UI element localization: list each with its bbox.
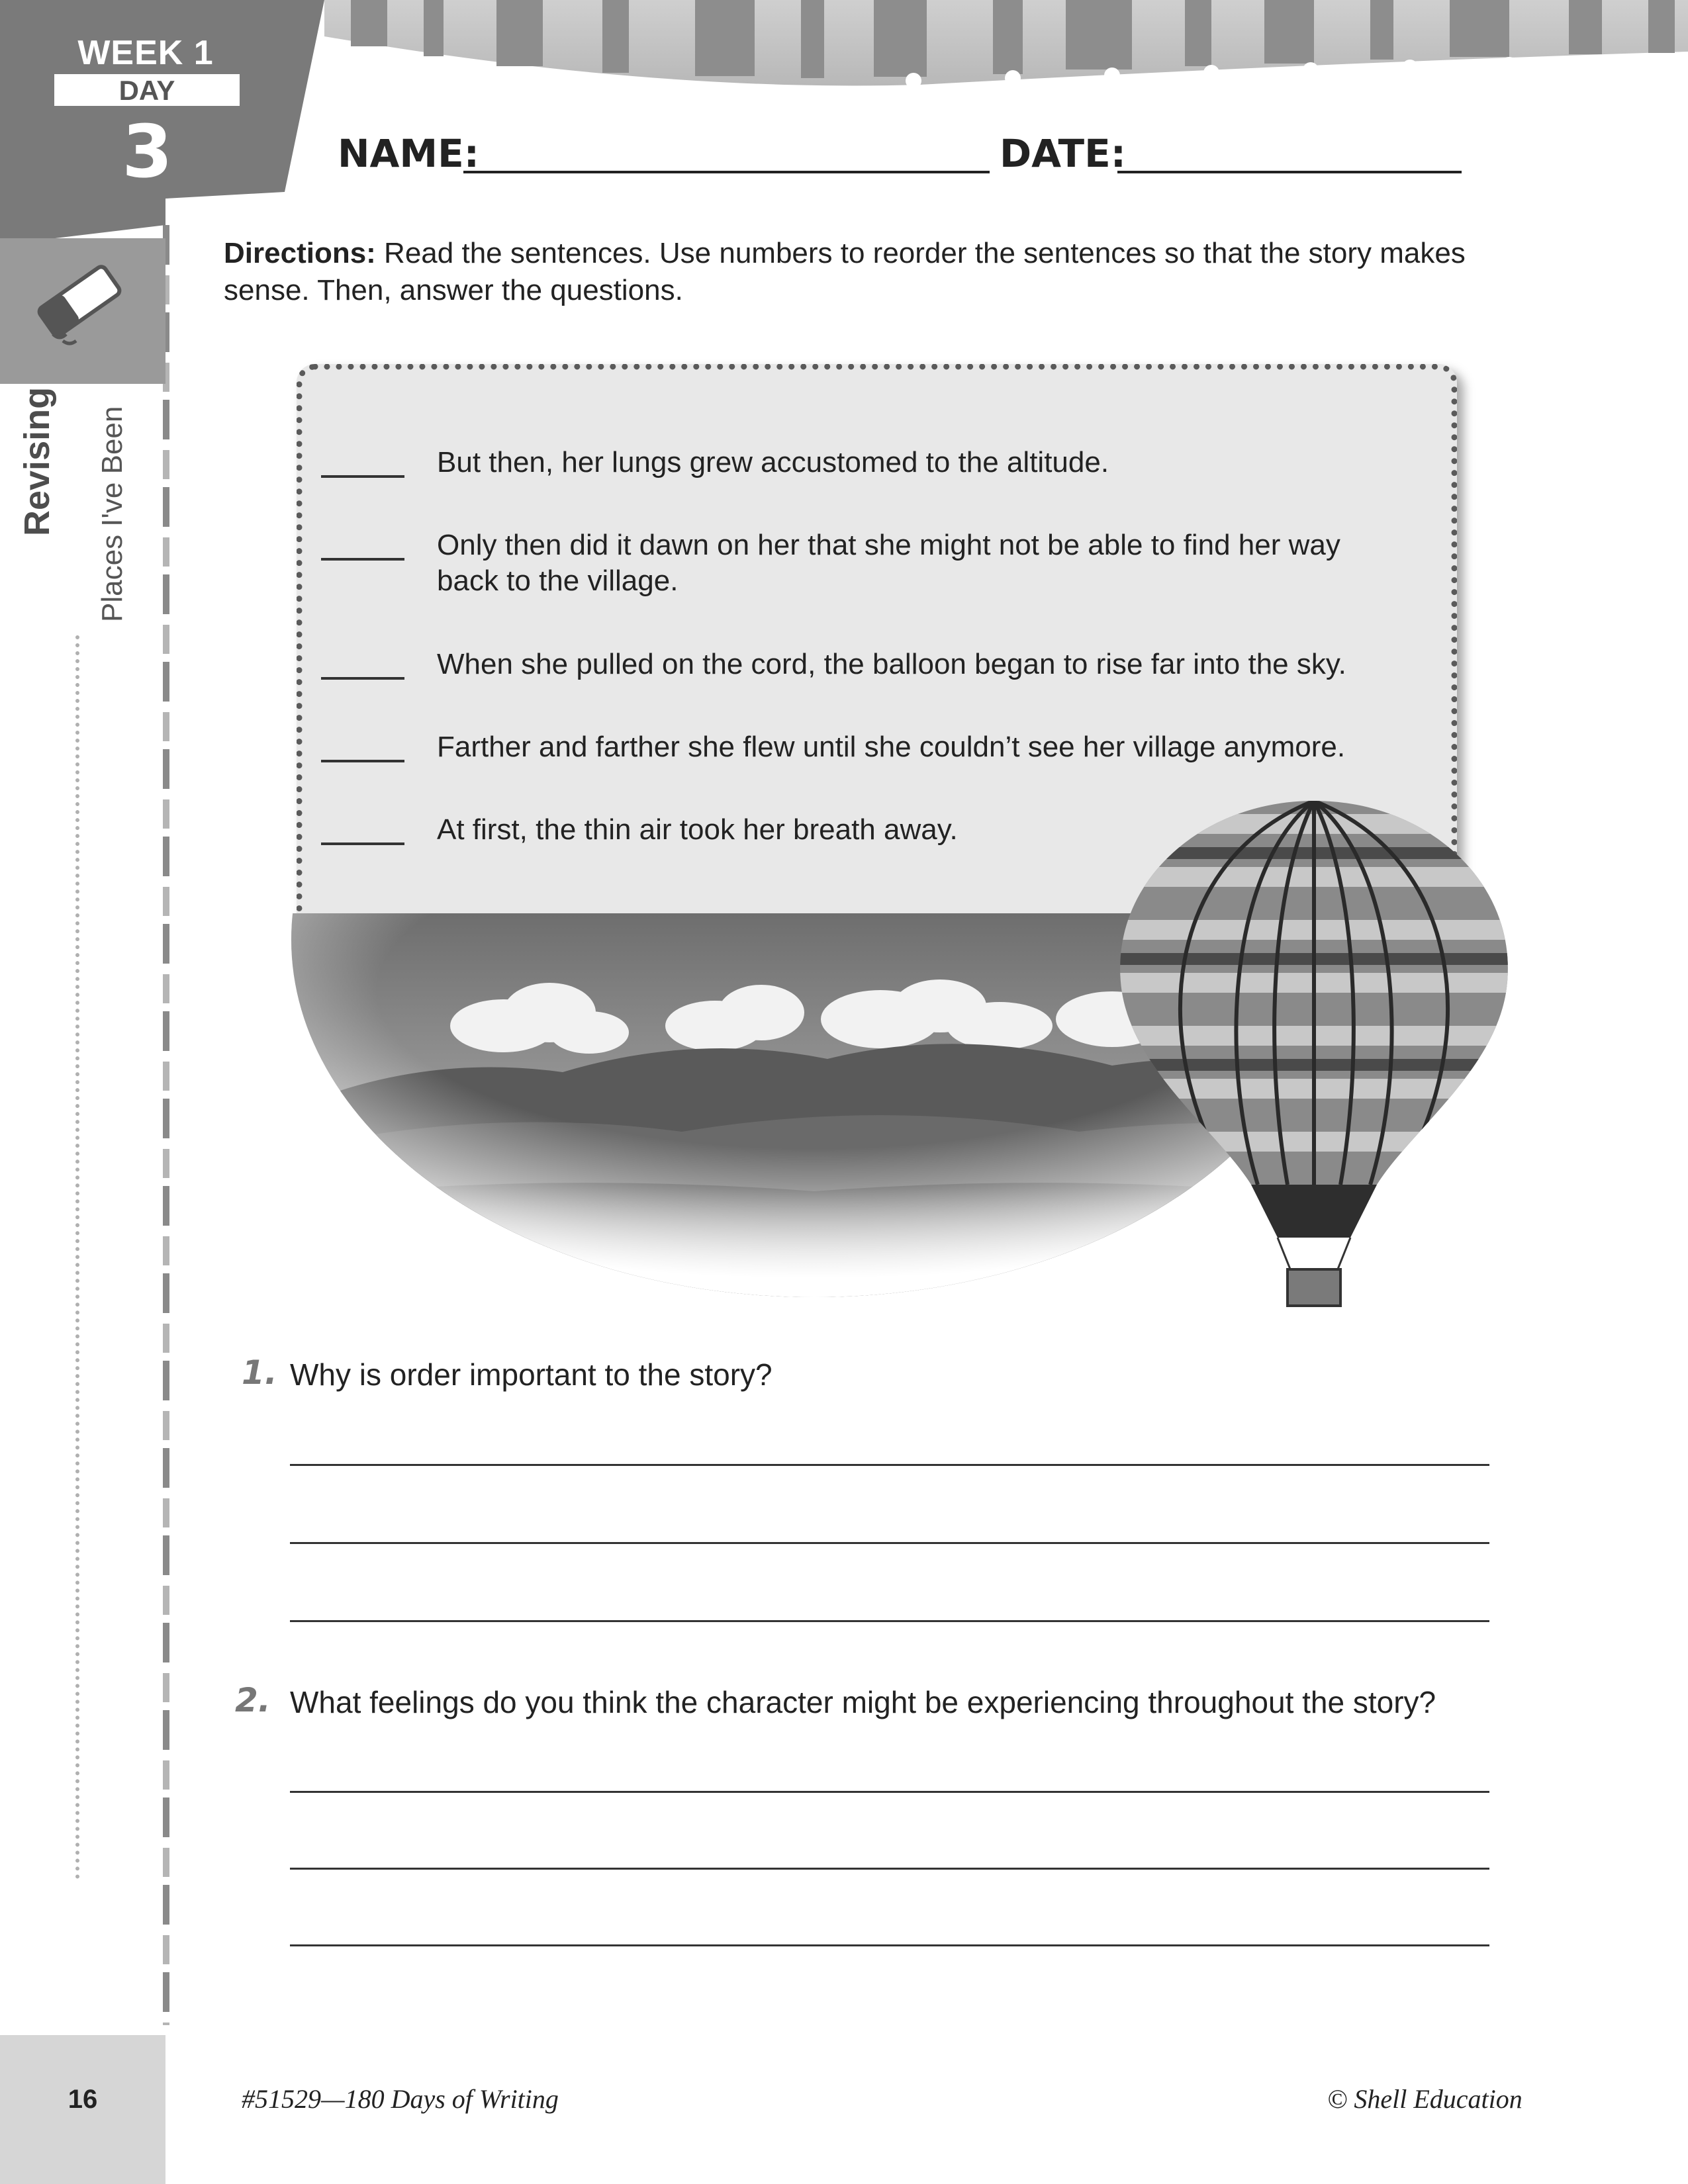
date-field[interactable] — [1117, 171, 1462, 173]
answer-line[interactable] — [290, 1542, 1489, 1544]
question-text: What feelings do you think the character might be experiencing throughout the story? — [290, 1685, 1436, 1719]
sentence-text: But then, her lungs grew accustomed to the altitude. — [437, 446, 1109, 478]
top-banner — [324, 0, 1688, 99]
section-label: Revising — [17, 387, 57, 536]
question-number: 2. — [235, 1681, 271, 1719]
directions — [224, 235, 1481, 309]
day-label: DAY — [54, 74, 240, 106]
answer-line[interactable] — [290, 1868, 1489, 1870]
sentence-text: Only then did it dawn on her that she might not be able to find her way back to the village. — [437, 529, 1340, 597]
sentence-text: At first, the thin air took her breath away. — [437, 813, 958, 846]
date-label: DATE: — [1000, 131, 1126, 176]
sentence-text: Farther and farther she flew until she couldn’t see her village anymore. — [437, 731, 1346, 763]
footer-copyright: © Shell Education — [1327, 2084, 1523, 2114]
question-text: Why is order important to the story? — [290, 1357, 773, 1392]
unit-subtitle: Places I've Been — [96, 406, 128, 622]
directions-text: Read the sentences. Use numbers to reorder the sentences so that the story makes sense. Then, answer the questions. — [224, 237, 1466, 306]
hot-air-balloon-illustration — [1099, 788, 1529, 1317]
footer-product-code: #51529—180 Days of Writing — [242, 2084, 559, 2114]
answer-line[interactable] — [290, 1620, 1489, 1622]
name-field[interactable] — [463, 171, 990, 173]
name-label: NAME: — [338, 131, 479, 176]
sentence-text: When she pulled on the cord, the balloon began to rise far into the sky. — [437, 648, 1346, 680]
sidebar-rule — [163, 225, 169, 2025]
eraser-icon — [26, 248, 132, 354]
week-label: WEEK 1 — [77, 34, 214, 72]
answer-line[interactable] — [290, 1464, 1489, 1466]
sidebar-dotted-line — [75, 635, 79, 1880]
answer-line[interactable] — [290, 1791, 1489, 1793]
page-number: 16 — [68, 2085, 98, 2114]
day-number: 3 — [122, 109, 173, 194]
directions-label: Directions: — [224, 237, 376, 269]
question-number: 1. — [242, 1353, 277, 1392]
answer-line[interactable] — [290, 1944, 1489, 1946]
